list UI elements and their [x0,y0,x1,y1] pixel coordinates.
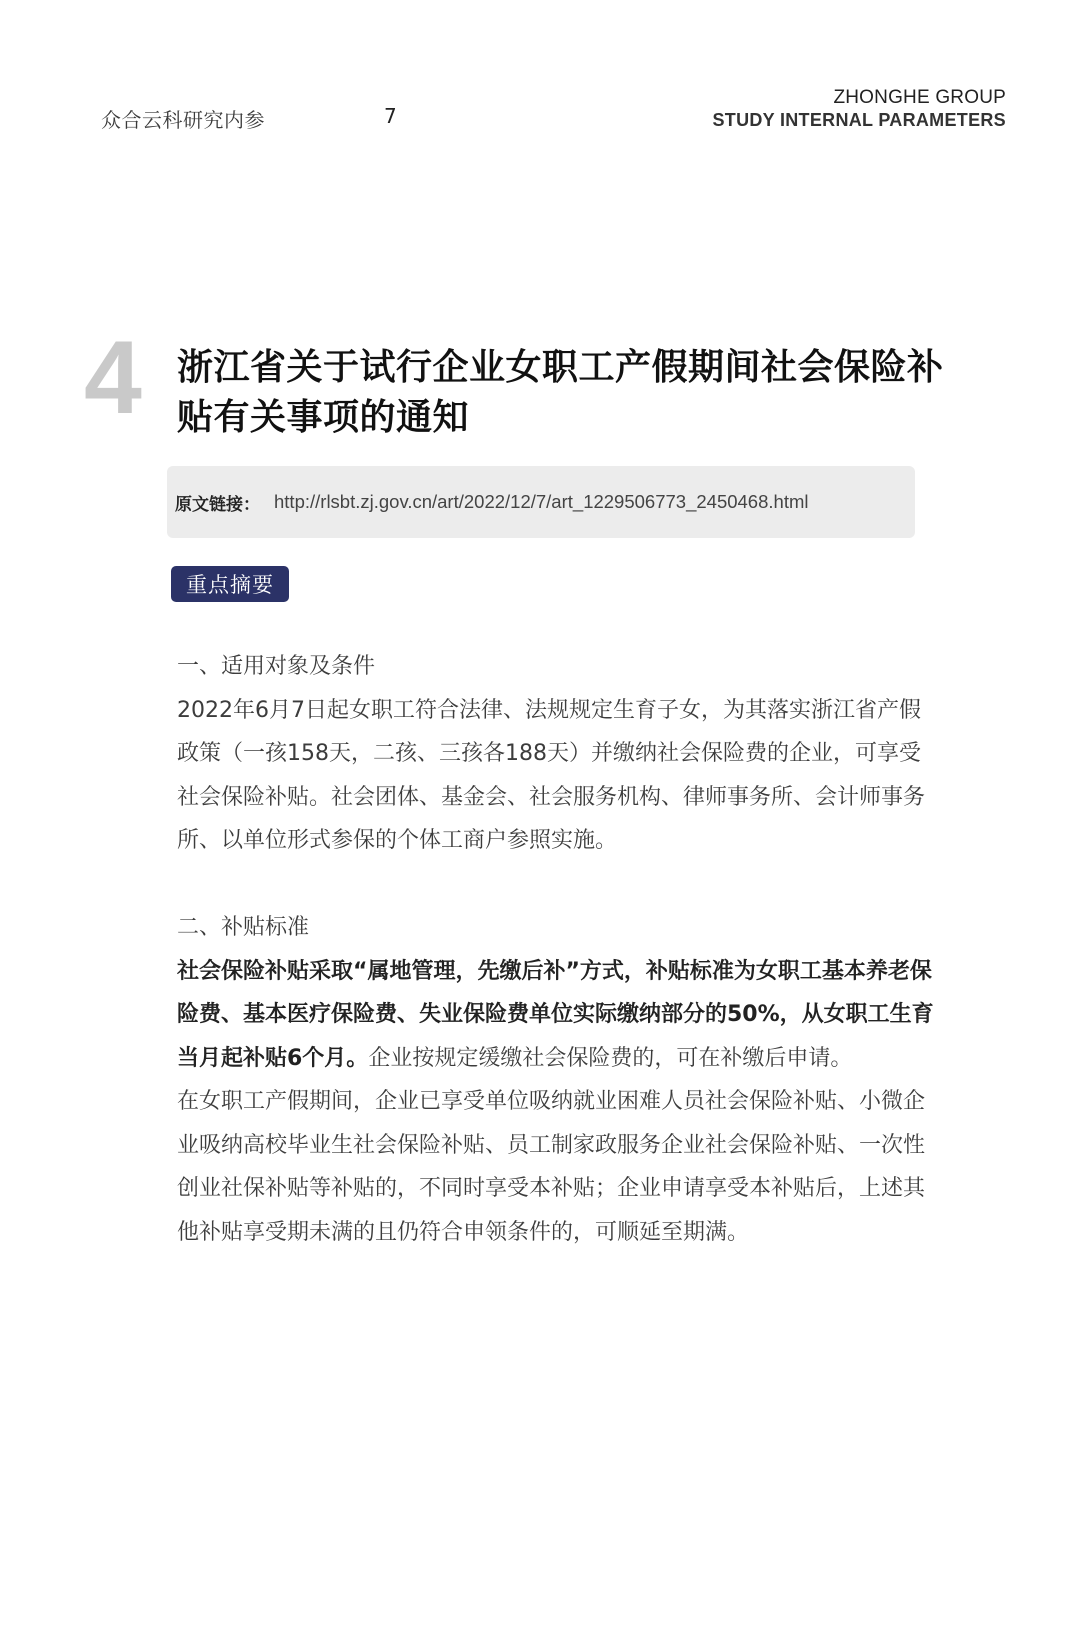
header-left-title: 众合云科研究内参 [101,108,265,132]
page-number: 7 [384,104,397,128]
section-2-bold-text: 社会保险补贴采取“属地管理，先缴后补”方式，补贴标准为女职工基本养老保险费、基本医疗保险费、失业保险费单位实际缴纳部分的50%，从女职工生育当月起补贴6个月。 [177,958,934,1071]
brand-line-2: STUDY INTERNAL PARAMETERS [712,110,1006,130]
article-title: 浙江省关于试行企业女职工产假期间社会保险补贴有关事项的通知 [177,347,944,438]
article-content [177,645,937,1254]
section-1-body: 2022年6月7日起女职工符合法律、法规规定生育子女，为其落实浙江省产假政策（一孩158天，二孩、三孩各188天）并缴纳社会保险费的企业，可享受社会保险补贴。社会团体、基金会、社会服务机构、律师事务所、会计师事务所、以单位形式参保的个体工商户参照实施。 [177,697,926,853]
section-2-heading: 二、补贴标准 [177,915,310,940]
source-link-url[interactable]: http://rlsbt.zj.gov.cn/art/2022/12/7/art_1229506773_2450468.html [274,491,809,512]
section-1-heading: 一、适用对象及条件 [177,654,376,679]
source-link-label: 原文链接： [175,494,260,515]
section-2-paragraph-2: 在女职工产假期间，企业已享受单位吸纳就业困难人员社会保险补贴、小微企业吸纳高校毕业生社会保险补贴、员工制家政服务企业社会保险补贴、一次性创业社保补贴等补贴的，不同时享受本补贴；企业申请享受本补贴后，上述其他补贴享受期未满的且仍符合申领条件的，可顺延至期满。 [177,1089,926,1245]
section-2-regular-text: 企业按规定缓缴社会保险费的，可在补缴后申请。 [368,1045,853,1071]
section-2-body [177,950,937,1081]
source-link-box [167,466,915,538]
header-brand [712,86,1006,132]
brand-line-1: ZHONGHE GROUP [833,87,1006,108]
spacer [177,863,937,907]
article-number: 4 [84,320,142,436]
summary-tag: 重点摘要 [171,566,289,602]
